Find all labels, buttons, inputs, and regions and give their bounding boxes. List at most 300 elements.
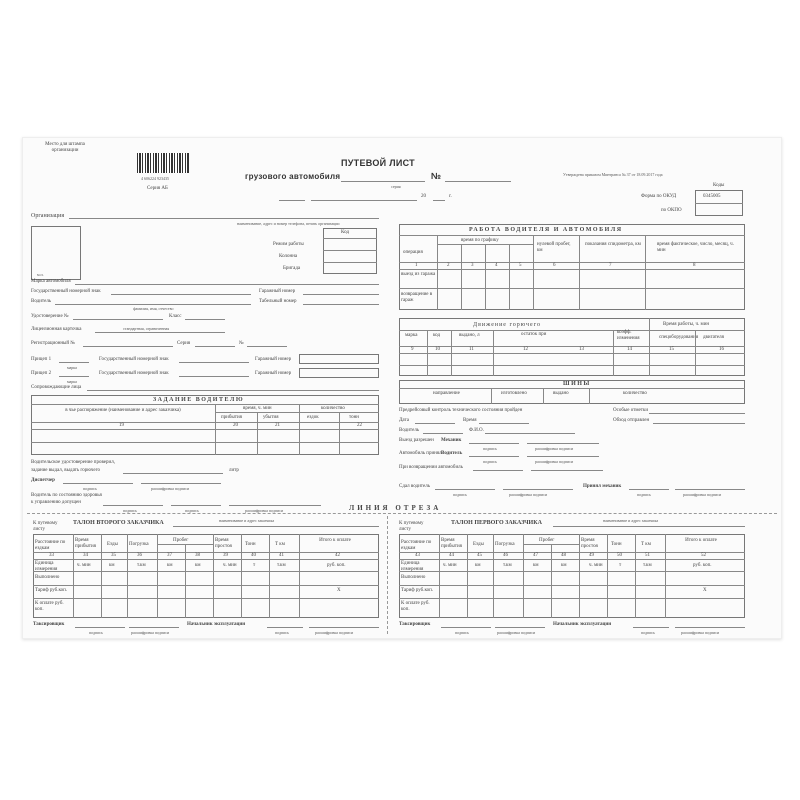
brigade-label: Бригада	[283, 266, 301, 271]
reg-number-field[interactable]	[83, 346, 173, 347]
accept-decode-hint: расшифровка подписи	[535, 459, 574, 464]
license-card-field[interactable]	[95, 332, 225, 333]
reg-series-label: Серия	[177, 341, 191, 346]
c1-stamp-label: Таксировщик	[399, 622, 431, 627]
c1-div-r3	[399, 585, 745, 586]
c2-num-36: 36	[137, 553, 142, 558]
fuel-code-label: код	[433, 333, 441, 338]
c2-stamp-decode-hint: расшифровка подписи	[131, 630, 170, 635]
c2-v1	[101, 534, 102, 618]
c1-col-3: Погрузка	[495, 542, 515, 547]
work-v4	[509, 244, 510, 310]
task-col-qty: количество	[321, 406, 345, 411]
trailer2-garage-box[interactable]	[299, 368, 379, 378]
work-num-3: 3	[471, 263, 474, 268]
c1-v6	[607, 534, 608, 618]
c2-col-2: Езды	[107, 542, 118, 547]
task-num-22: 22	[357, 423, 362, 428]
c2-div-r1	[33, 559, 379, 560]
license-field[interactable]	[73, 319, 163, 320]
c2-chief-label: Начальник эксплуатации	[187, 622, 246, 627]
organization-hint: наименование, адрес и номер телефона, печать организации	[237, 221, 340, 226]
pre-driver-field[interactable]	[423, 433, 463, 434]
work-v6	[579, 235, 580, 310]
coupon-divider	[387, 516, 388, 634]
pre-driver-label: Водитель	[399, 428, 420, 433]
fuel-num-16: 16	[719, 347, 724, 352]
mech-sign-field[interactable]	[469, 443, 519, 444]
trailer1-gos-label: Государственный номерной знак	[99, 357, 169, 362]
work-v5	[533, 235, 534, 310]
c1-row-done: Выполнено	[401, 575, 426, 580]
tires-col2: изготовлено	[501, 391, 527, 396]
code-box	[323, 228, 377, 274]
fuel-remain-label: остаток при	[521, 332, 547, 337]
work-v7	[645, 235, 646, 310]
c2-stamp-sign[interactable]	[75, 627, 125, 628]
c2-unit-1: ч. мин	[77, 563, 91, 568]
license-card-hint: стандартная, ограниченная	[123, 326, 170, 331]
work-col-fact: время фактическое, число, месяц, ч. мин	[657, 242, 734, 253]
accept-decode-field[interactable]	[527, 456, 599, 457]
fuel-num-10: 10	[435, 347, 440, 352]
c1-col-9: Т км	[641, 542, 651, 547]
trailer2-gos-field[interactable]	[179, 376, 249, 377]
pre-fio-label: Ф.И.О.	[469, 428, 484, 433]
task-col-customer: в чье распоряжение (наименование и адрес заказчика)	[65, 408, 181, 413]
task-div-title	[31, 404, 379, 405]
received-decode-field[interactable]	[675, 489, 745, 490]
transfer-field[interactable]	[653, 423, 745, 424]
c1-row-tariff: Тариф руб.коп.	[401, 588, 434, 593]
date-year-field[interactable]	[433, 200, 445, 201]
fuel-num-11: 11	[469, 347, 474, 352]
tires-v2	[543, 388, 544, 404]
c2-customer-field[interactable]	[173, 526, 379, 527]
c1-unit-4: км	[533, 563, 539, 568]
c2-div-r2	[33, 571, 379, 572]
c1-stamp-sign-hint: подпись	[455, 630, 469, 635]
task-num-21: 21	[275, 423, 280, 428]
task-col-tons: тонн	[349, 415, 359, 420]
work-col-operation: операция	[403, 250, 423, 255]
work-num-2: 2	[447, 263, 450, 268]
c2-num-33: 33	[49, 553, 54, 558]
c1-stamp-decode[interactable]	[495, 627, 545, 628]
c1-v8	[665, 534, 666, 618]
class-field[interactable]	[185, 319, 225, 320]
stamp-place-label: Место для штампа организации	[45, 142, 85, 153]
c1-num-43: 43	[415, 553, 420, 558]
work-time-label: Время работы, ч. мин	[663, 322, 710, 327]
task-col-trips: ездок	[307, 415, 319, 420]
reg-series-field[interactable]	[195, 346, 235, 347]
c2-v8	[299, 534, 300, 618]
c1-chief-sign[interactable]	[633, 627, 669, 628]
pre-date-label: Дата	[399, 418, 409, 423]
c1-unit-1: ч. мин	[443, 563, 457, 568]
trailer2-label: Прицеп 2	[31, 371, 52, 376]
precheck-label: Предрейсовый контроль технического состояния пройден	[399, 408, 523, 413]
c1-row-pay: К оплате руб. коп.	[401, 601, 430, 612]
c1-num-52: 52	[701, 553, 706, 558]
handed-driver-label: Сдал водитель	[399, 484, 430, 489]
title-line2: грузового автомобиля	[245, 172, 341, 181]
fuel-brand-label: марка	[405, 333, 418, 338]
c1-num-49: 49	[589, 553, 594, 558]
trailer2-garage-label: Гаражный номер	[255, 371, 292, 376]
work-num-4: 4	[495, 263, 498, 268]
trailer1-gos-field[interactable]	[179, 362, 249, 363]
tab-number-label: Табельный номер	[259, 299, 297, 304]
trailer1-label: Прицеп 1	[31, 357, 52, 362]
c2-to-sheet: К путевому листу	[33, 521, 58, 532]
c2-v6	[241, 534, 242, 618]
organization-field[interactable]	[69, 218, 379, 219]
mp-label: м.п.	[37, 272, 44, 277]
c2-col-8: Тонн	[245, 542, 256, 547]
reg-num-sign: №	[239, 341, 244, 346]
c1-num-51: 51	[645, 553, 650, 558]
engine-label: двигателя	[703, 335, 724, 340]
fuel-v-main	[649, 318, 650, 376]
c1-div-r1	[399, 559, 745, 560]
fuel-div-r1	[399, 353, 745, 354]
c2-num-42: 42	[335, 553, 340, 558]
escorts-label: Сопровождающие лица	[31, 385, 82, 390]
c2-stamp-label: Таксировщик	[33, 622, 65, 627]
task-col-time: время, ч. мин	[243, 406, 272, 411]
c1-div-r2	[399, 571, 745, 572]
pre-fio-field[interactable]	[485, 433, 575, 434]
dispatcher-sign-hint: подпись	[83, 486, 97, 491]
car-brand-label: Марка автомобиля	[31, 279, 71, 284]
work-v1	[437, 235, 438, 310]
c2-v4	[185, 544, 186, 618]
accept-driver-word: Водитель	[441, 451, 463, 456]
tires-v1	[491, 388, 492, 404]
number-sign: №	[431, 171, 442, 181]
c2-title: ТАЛОН ВТОРОГО ЗАКАЗЧИКА	[73, 520, 164, 526]
c1-col-6: Время простоя	[581, 538, 598, 549]
c2-unit-9: руб. коп.	[327, 563, 346, 568]
c2-row-pay: К оплате руб. коп.	[35, 601, 64, 612]
accept-sign-field[interactable]	[469, 456, 519, 457]
okud-label: Форма по ОКУД	[641, 194, 677, 199]
date-day-field[interactable]	[279, 200, 305, 201]
dispatcher-decode-hint: расшифровка подписи	[151, 486, 190, 491]
garage-number-field[interactable]	[303, 294, 379, 295]
class-label: Класс	[169, 314, 182, 319]
c1-unit-9: руб. коп.	[693, 563, 712, 568]
task-div-r2	[31, 442, 379, 443]
c2-col-9: Т км	[275, 542, 285, 547]
work-mode-label: Режим работы	[273, 242, 304, 247]
codes-divider	[695, 203, 743, 204]
task-title: ЗАДАНИЕ ВОДИТЕЛЮ	[153, 397, 245, 403]
tires-col3: выдано	[553, 391, 569, 396]
code-div2	[323, 250, 377, 251]
okud-value: 0345005	[703, 194, 721, 199]
c1-num-47: 47	[533, 553, 538, 558]
c1-chief-decode[interactable]	[675, 627, 745, 628]
task-col-arrival: прибытия	[221, 415, 242, 420]
c2-chief-decode-hint: расшифровка подписи	[315, 630, 354, 635]
fuel-issued-label: выдано, л	[459, 333, 480, 338]
trailer1-brand-field[interactable]	[59, 362, 89, 363]
c1-title: ТАЛОН ПЕРВОГО ЗАКАЗЧИКА	[451, 520, 542, 526]
c2-stamp-decode[interactable]	[129, 627, 179, 628]
admit-hint-3: расшифровка подписи	[245, 508, 284, 513]
admit-field-2[interactable]	[171, 505, 221, 506]
c1-unit-6: ч. мин	[589, 563, 603, 568]
barcode-digits: 4 606224 923435	[141, 176, 169, 181]
date-year-label: 20	[421, 194, 426, 199]
work-v2	[461, 244, 462, 310]
title-line1: ПУТЕВОЙ ЛИСТ	[341, 158, 415, 168]
received-label: Принял механик	[583, 484, 622, 489]
c2-col-1: Время прибытия	[75, 538, 96, 549]
received-sign-field[interactable]	[629, 489, 669, 490]
special-label: Особые отметки	[613, 408, 648, 413]
c1-to-sheet: К путевому листу	[399, 521, 424, 532]
state-number-field[interactable]	[111, 294, 251, 295]
c1-v2	[493, 534, 494, 618]
c2-num-37: 37	[167, 553, 172, 558]
c1-num-45: 45	[477, 553, 482, 558]
fuel-coef-label: коэфф. изменения	[617, 330, 640, 341]
cut-line	[27, 513, 777, 514]
task-div-r1	[31, 429, 379, 430]
c1-unit-3: т.км	[503, 563, 512, 568]
fuel-div-title	[399, 330, 649, 331]
c2-hint: наименование и адрес заказчика	[219, 518, 275, 523]
dispatcher-decode-field[interactable]	[141, 483, 221, 484]
task-num-20: 20	[233, 423, 238, 428]
c2-unit-6: ч. мин	[223, 563, 237, 568]
date-month-field[interactable]	[311, 200, 417, 201]
work-div-r1	[399, 269, 745, 270]
c2-num-39: 39	[223, 553, 228, 558]
c2-div-r3	[33, 585, 379, 586]
fuel-num-9: 9	[411, 347, 414, 352]
c2-stamp-sign-hint: подпись	[89, 630, 103, 635]
barcode-image	[137, 153, 189, 173]
c1-v3	[523, 534, 524, 618]
fuel-issue-field[interactable]	[123, 473, 223, 474]
c2-row-tariff: Тариф руб.коп.	[35, 588, 68, 593]
license-card-label: Лицензионная карточка	[31, 327, 82, 332]
trailer1-brand-hint: марка	[67, 365, 77, 370]
c2-v3	[157, 534, 158, 618]
c2-x1: Х	[337, 588, 341, 593]
accept-label: Автомобиль принял	[399, 451, 442, 456]
pre-date-field[interactable]	[415, 423, 455, 424]
special-field[interactable]	[649, 413, 745, 414]
c2-num-40: 40	[251, 553, 256, 558]
c2-num-35: 35	[111, 553, 116, 558]
handed-sign-field[interactable]	[435, 489, 495, 490]
tab-number-field[interactable]	[303, 304, 379, 305]
series-label: Серия АБ	[147, 186, 168, 191]
transfer-label: Обход отправлен	[613, 418, 650, 423]
driver-field[interactable]	[55, 304, 251, 305]
fuel-title: Движение горючего	[473, 322, 542, 328]
car-brand-field[interactable]	[75, 284, 379, 285]
dispatcher-sign-field[interactable]	[63, 483, 133, 484]
c2-row-unit: Единица измерения	[35, 561, 58, 572]
work-div-r2	[399, 288, 745, 289]
c2-col-0: Расстояние по ездкам	[35, 540, 66, 551]
license-label: Удостоверение №	[31, 314, 69, 319]
c1-unit-5: км	[561, 563, 567, 568]
column-label: Колонна	[279, 254, 298, 259]
driver-label: Водитель	[31, 299, 52, 304]
task-div-nums	[31, 422, 379, 423]
fuel-num-14: 14	[627, 347, 632, 352]
equipment-label: спецоборудования	[659, 335, 699, 340]
c2-v0	[73, 534, 74, 618]
admit-hint-1: подпись	[123, 508, 137, 513]
c2-v5	[213, 534, 214, 618]
worktime-div	[649, 330, 745, 331]
c2-num-41: 41	[279, 553, 284, 558]
c1-col-10: Итого к оплате	[685, 538, 717, 543]
state-number-label: Государственный номерной знак	[31, 289, 101, 294]
task-num-19: 19	[119, 423, 124, 428]
mech-decode-hint: расшифровка подписи	[535, 446, 574, 451]
c1-chief-decode-hint: расшифровка подписи	[681, 630, 720, 635]
handed-decode-hint: расшифровка подписи	[509, 492, 548, 497]
handed-sign-hint: подпись	[453, 492, 467, 497]
accept-sign-hint: подпись	[483, 459, 497, 464]
c1-v0	[439, 534, 440, 618]
c1-hint: наименование и адрес заказчика	[603, 518, 659, 523]
codes-label: Коды	[713, 183, 725, 188]
admitted-label: к управлению допущен	[31, 500, 81, 505]
c2-unit-3: т.км	[137, 563, 146, 568]
admit-hint-2: подпись	[185, 508, 199, 513]
work-v3	[485, 244, 486, 310]
trailer2-brand-field[interactable]	[59, 376, 89, 377]
c2-col-6: Время простоя	[215, 538, 232, 549]
task-col-departure: убытия	[263, 415, 279, 420]
c1-num-46: 46	[503, 553, 508, 558]
task-vdiv2	[257, 412, 258, 455]
work-num-5: 5	[519, 263, 522, 268]
c1-stamp-decode-hint: расшифровка подписи	[497, 630, 536, 635]
c2-v7	[269, 534, 270, 618]
number-field[interactable]	[445, 181, 511, 182]
handed-decode-field[interactable]	[503, 489, 573, 490]
c1-col-2: Езды	[473, 542, 484, 547]
c1-num-48: 48	[561, 553, 566, 558]
escorts-field[interactable]	[87, 390, 379, 391]
c1-chief-sign-hint: подпись	[641, 630, 655, 635]
driver-hint: фамилия, имя, отчество	[133, 306, 174, 311]
c1-customer-field[interactable]	[553, 526, 745, 527]
fuel-div-nums	[399, 346, 745, 347]
c1-unit-2: км	[475, 563, 481, 568]
c2-div-r4	[33, 598, 379, 599]
c1-div-r4	[399, 598, 745, 599]
work-return-label: возвращение в гараж	[401, 292, 433, 303]
organization-label: Организация	[31, 213, 65, 219]
c1-num-44: 44	[449, 553, 454, 558]
code-div1	[323, 238, 377, 239]
c2-unit-2: км	[109, 563, 115, 568]
c1-stamp-sign[interactable]	[441, 627, 491, 628]
code-div3	[323, 262, 377, 263]
fuel-num-12: 12	[523, 347, 528, 352]
c2-col-3: Погрузка	[129, 542, 149, 547]
work-num-6: 6	[553, 263, 556, 268]
c1-row-unit: Единица измерения	[401, 561, 424, 572]
mech-sign-hint: подпись	[483, 446, 497, 451]
pre-time-field[interactable]	[479, 423, 529, 424]
c1-chief-label: Начальник эксплуатации	[553, 622, 612, 627]
return-field-2[interactable]	[531, 470, 603, 471]
okpo-label: по ОКПО	[661, 208, 682, 213]
cert-checked-label: Водительское удостоверение проверил,	[31, 460, 115, 465]
c1-unit-7: т	[619, 563, 622, 568]
c1-col-1: Время прибытия	[441, 538, 462, 549]
admit-field-1[interactable]	[103, 505, 163, 506]
car-check-label: Выезд разрешен	[399, 438, 434, 443]
work-num-8: 8	[693, 263, 696, 268]
work-div-title	[399, 235, 745, 236]
tires-col4: количество	[623, 391, 647, 396]
pre-time-label: Время	[463, 418, 477, 423]
tires-title: ШИНЫ	[563, 381, 591, 387]
received-decode-hint: расшифровка подписи	[683, 492, 722, 497]
admit-field-3[interactable]	[229, 505, 321, 506]
fuel-div-r2	[399, 365, 745, 366]
task-div-sub	[215, 412, 379, 413]
work-col-odo: показания спидометра, км	[585, 242, 641, 247]
mech-decode-field[interactable]	[527, 443, 599, 444]
c2-col-5: Пробег	[173, 538, 189, 543]
tires-div	[399, 388, 745, 389]
c1-unit-8: т.км	[643, 563, 652, 568]
task-vdiv4	[339, 412, 340, 455]
c1-col-8: Тонн	[611, 542, 622, 547]
c1-v4	[551, 544, 552, 618]
tires-col1: направление	[433, 391, 460, 396]
c2-unit-4: км	[167, 563, 173, 568]
liters-label: литр	[229, 468, 239, 473]
c1-v5	[579, 534, 580, 618]
c2-chief-sign-hint: подпись	[275, 630, 289, 635]
code-label: Код	[341, 230, 349, 235]
dispatcher-label: Диспетчер	[31, 478, 55, 483]
c2-unit-7: т	[253, 563, 256, 568]
work-exit-label: выезд из гаража	[401, 272, 436, 277]
date-suffix: г.	[449, 194, 452, 199]
mech-word: Механик	[441, 438, 462, 443]
return-field[interactable]	[473, 470, 523, 471]
cut-line-label: ЛИНИЯ ОТРЕЗА	[343, 505, 447, 511]
trailer1-garage-box[interactable]	[299, 354, 379, 364]
work-col-sched: время по графику	[461, 238, 499, 243]
reg-num-field[interactable]	[247, 346, 287, 347]
c1-v7	[635, 534, 636, 618]
series-hint: серия	[391, 184, 401, 189]
c2-chief-sign[interactable]	[267, 627, 303, 628]
c2-chief-decode[interactable]	[309, 627, 379, 628]
c1-col-0: Расстояние по ездкам	[401, 540, 432, 551]
c1-x1: Х	[703, 588, 707, 593]
